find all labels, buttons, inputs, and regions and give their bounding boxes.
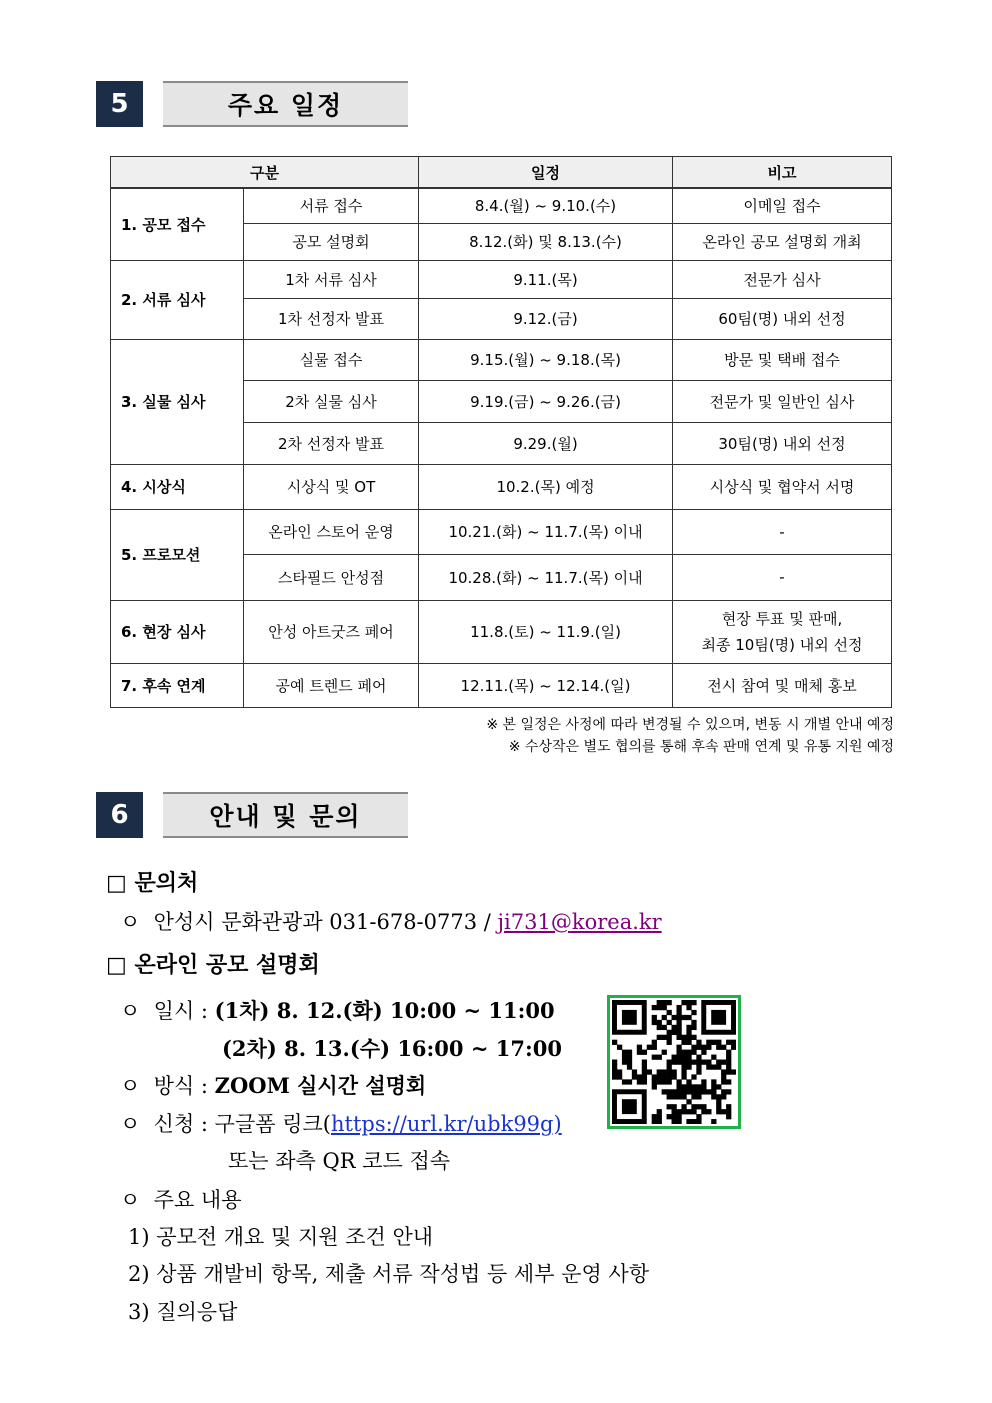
item-cell: 안성 아트굿즈 페어 — [244, 600, 419, 663]
bullet: ㅇ — [120, 1074, 141, 1098]
date-cell: 9.29.(월) — [419, 422, 673, 464]
google-form-link[interactable]: https://url.kr/ubk99g) — [330, 1112, 562, 1136]
session-2-line — [222, 1033, 562, 1063]
category-cell: 5. 프로모션 — [111, 509, 244, 600]
date-cell: 9.19.(금) ~ 9.26.(금) — [419, 380, 673, 422]
apply-text: 구글폼 링크( — [214, 1112, 331, 1136]
note-cell: 30팀(명) 내외 선정 — [673, 422, 892, 464]
note-cell: 온라인 공모 설명회 개최 — [673, 223, 892, 260]
header-date: 일정 — [419, 157, 673, 189]
note-line-1: 현장 투표 및 판매, — [721, 609, 843, 628]
category-cell: 1. 공모 접수 — [111, 188, 244, 260]
session-2: (2차) 8. 13.(수) 16:00 ~ 17:00 — [222, 1036, 562, 1061]
content-item: 2) 상품 개발비 항목, 제출 서류 작성법 등 세부 운영 사항 — [128, 1262, 649, 1286]
category-cell: 4. 시상식 — [111, 464, 244, 509]
date-cell: 10.2.(목) 예정 — [419, 464, 673, 509]
item-cell: 1차 서류 심사 — [244, 260, 419, 298]
method-line — [120, 1070, 426, 1100]
section-6-header — [96, 792, 410, 838]
bullet: ㅇ — [120, 1112, 141, 1136]
datetime-label: 일시 : — [153, 999, 208, 1023]
email-link[interactable]: ji731@korea.kr — [497, 910, 662, 934]
session-1: (1차) 8. 12.(화) 10:00 ~ 11:00 — [214, 998, 555, 1023]
table-row — [111, 509, 892, 554]
note-cell: - — [673, 554, 892, 600]
section-title: 주요 일정 — [163, 81, 408, 127]
item-cell: 스타필드 안성점 — [244, 554, 419, 600]
section-5-header — [96, 81, 410, 127]
bullet: ㅇ — [120, 910, 141, 934]
bullet: ㅇ — [120, 999, 141, 1023]
schedule-notes — [486, 714, 894, 758]
date-cell: 8.12.(화) 및 8.13.(수) — [419, 223, 673, 260]
date-cell: 9.11.(목) — [419, 260, 673, 298]
note-cell: 전문가 심사 — [673, 260, 892, 298]
note-cell: 이메일 접수 — [673, 188, 892, 223]
method-value: ZOOM 실시간 설명회 — [214, 1073, 427, 1098]
date-cell: 10.21.(화) ~ 11.7.(목) 이내 — [419, 509, 673, 554]
note-cell: 전시 참여 및 매체 홍보 — [673, 663, 892, 707]
note-text: ※ 수상작은 별도 협의를 통해 후속 판매 연계 및 유통 지원 예정 — [508, 739, 894, 755]
briefing-heading: □ 온라인 공모 설명회 — [106, 952, 320, 978]
schedule-table — [110, 156, 892, 708]
content-item: 1) 공모전 개요 및 지원 조건 안내 — [128, 1225, 434, 1249]
item-cell: 공예 트렌드 페어 — [244, 663, 419, 707]
method-label: 방식 : — [153, 1074, 208, 1098]
datetime-line — [120, 995, 555, 1025]
date-cell: 9.12.(금) — [419, 298, 673, 339]
category-cell: 3. 실물 심사 — [111, 339, 244, 464]
date-cell: 11.8.(토) ~ 11.9.(일) — [419, 600, 673, 663]
note-cell: 60팀(명) 내외 선정 — [673, 298, 892, 339]
note-cell: 시상식 및 협약서 서명 — [673, 464, 892, 509]
bullet: ㅇ — [120, 1188, 141, 1212]
date-cell: 12.11.(목) ~ 12.14.(일) — [419, 663, 673, 707]
qr-code-icon — [612, 1000, 736, 1124]
item-cell: 공모 설명회 — [244, 223, 419, 260]
table-row — [111, 260, 892, 298]
header-note: 비고 — [673, 157, 892, 189]
date-cell: 10.28.(화) ~ 11.7.(목) 이내 — [419, 554, 673, 600]
item-cell: 시상식 및 OT — [244, 464, 419, 509]
table-row — [111, 600, 892, 663]
table-row — [111, 188, 892, 223]
content-item: 3) 질의응답 — [128, 1300, 238, 1324]
note-cell — [673, 600, 892, 663]
contact-text: 안성시 문화관광과 031-678-0773 / — [153, 910, 491, 934]
table-row — [111, 464, 892, 509]
category-cell: 7. 후속 연계 — [111, 663, 244, 707]
section-number: 5 — [96, 81, 143, 127]
item-cell: 1차 선정자 발표 — [244, 298, 419, 339]
section-number: 6 — [96, 792, 143, 838]
header-category: 구분 — [111, 157, 419, 189]
date-cell: 9.15.(월) ~ 9.18.(목) — [419, 339, 673, 380]
content-heading-line — [120, 1184, 241, 1214]
note-cell: - — [673, 509, 892, 554]
table-header-row — [111, 157, 892, 189]
item-cell: 서류 접수 — [244, 188, 419, 223]
category-cell: 6. 현장 심사 — [111, 600, 244, 663]
content-label: 주요 내용 — [153, 1188, 242, 1212]
contact-heading: □ 문의처 — [106, 870, 199, 896]
apply-alt: 또는 좌측 QR 코드 접속 — [228, 1149, 451, 1173]
section-title: 안내 및 문의 — [163, 792, 408, 838]
apply-line — [120, 1108, 562, 1138]
item-cell: 2차 실물 심사 — [244, 380, 419, 422]
note-text: ※ 본 일정은 사정에 따라 변경될 수 있으며, 변동 시 개별 안내 예정 — [486, 717, 894, 733]
item-cell: 2차 선정자 발표 — [244, 422, 419, 464]
category-cell: 2. 서류 심사 — [111, 260, 244, 339]
note-cell: 전문가 및 일반인 심사 — [673, 380, 892, 422]
contact-line — [120, 906, 662, 936]
apply-label: 신청 : — [153, 1112, 208, 1136]
date-cell: 8.4.(월) ~ 9.10.(수) — [419, 188, 673, 223]
table-row — [111, 339, 892, 380]
table-row — [111, 663, 892, 707]
note-cell: 방문 및 택배 접수 — [673, 339, 892, 380]
item-cell: 온라인 스토어 운영 — [244, 509, 419, 554]
qr-code[interactable] — [607, 995, 741, 1129]
item-cell: 실물 접수 — [244, 339, 419, 380]
note-line-2: 최종 10팀(명) 내외 선정 — [701, 635, 863, 654]
